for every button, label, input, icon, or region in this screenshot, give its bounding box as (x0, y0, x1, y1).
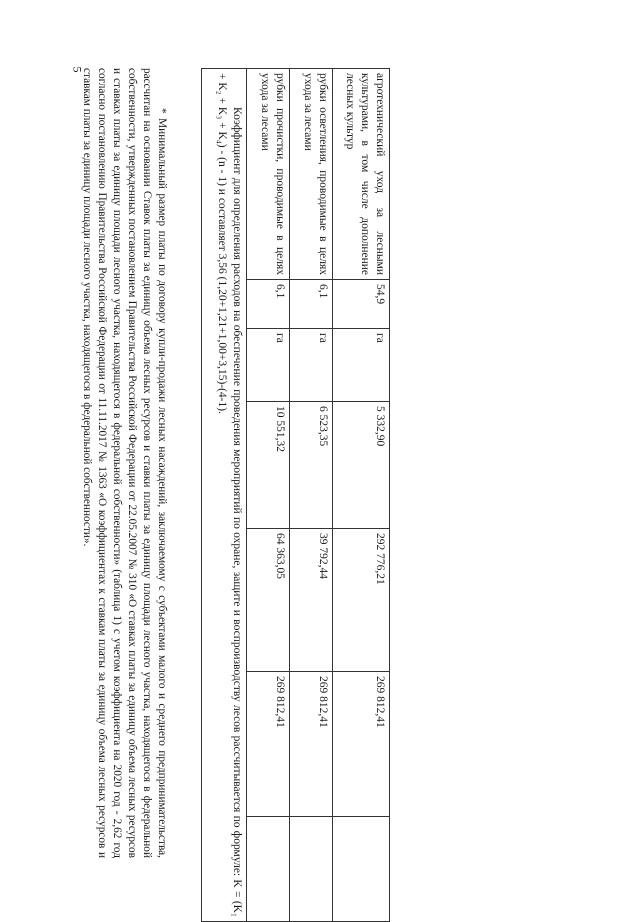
work-type-cell: рубки осветления, проводимые в целях ухода за лесами (290, 69, 333, 280)
unit-cell: га (247, 329, 290, 402)
rotated-page-content (0, 68, 390, 917)
work-type-cell: агротехнический уход за лесными культурами, в том числе дополнение лесных культур (333, 69, 390, 280)
empty-cell (290, 817, 333, 922)
unit-cell: га (333, 329, 390, 402)
unit-cell: га (290, 329, 333, 402)
cost-cell: 64 363,05 (247, 529, 290, 672)
area-cell: 6,1 (290, 280, 333, 329)
empty-cell (247, 817, 290, 922)
work-type-cell: рубки прочистки, проводимые в целях ухода за лесами (247, 69, 290, 280)
table-note-row (202, 69, 247, 922)
cost-cell: 39 792,44 (290, 529, 333, 672)
table-row (333, 69, 390, 922)
table-row (290, 69, 333, 922)
coefficient-note: Коэффициент для определения расходов на обеспечение проведения мероприятий по охране, защите и воспроизводству лесов рассчитывается по формуле: K = (K₁ + K₂ + K₃ + K₄) - (n - 1) и составляет 3,56 (1,20+1,21+1,00+3,15)-(4-1). (202, 69, 247, 922)
payment-cell: 269 812,41 (290, 672, 333, 817)
rate-cell: 6 523,35 (290, 402, 333, 529)
area-cell: 54,9 (333, 280, 390, 329)
empty-cell (333, 817, 390, 922)
rate-cell: 5 332,90 (333, 402, 390, 529)
cost-cell: 292 776,21 (333, 529, 390, 672)
footnote: * Минимальный размер платы по договору купли-продажи лесных насаждений, заключаемому с субъектами малого и среднего предпринимательства, рассчитан на основании Ставок платы за единицу объема лесных ресурсов и ставки платы за единицу площади лесного участка, находящегося в федеральной собственности, утвержденных постановлением Правительства Российской Федерации от 22.05.2007 № 310 «О ставках платы за единицу объема лесных ресурсов и ставках платы за единицу площади лесного участка, находящегося в федеральной собственности» (таблица 1) с учетом коэффициента на 2020 год - 2,62 год согласно постановлению Правительства Российской Федерации от 11.11.2017 № 1363 «О коэффициентах к ставкам платы за единицу объема лесных ресурсов и ставкам платы за единицу площади лесного участка, находящегося в федеральной собственности». (81, 68, 168, 858)
payment-cell: 269 812,41 (333, 672, 390, 817)
rates-table (201, 68, 390, 922)
table-row (247, 69, 290, 922)
area-cell: 6,1 (247, 280, 290, 329)
payment-cell: 269 812,41 (247, 672, 290, 817)
rate-cell: 10 551,32 (247, 402, 290, 529)
page-number: 5 (70, 66, 85, 73)
